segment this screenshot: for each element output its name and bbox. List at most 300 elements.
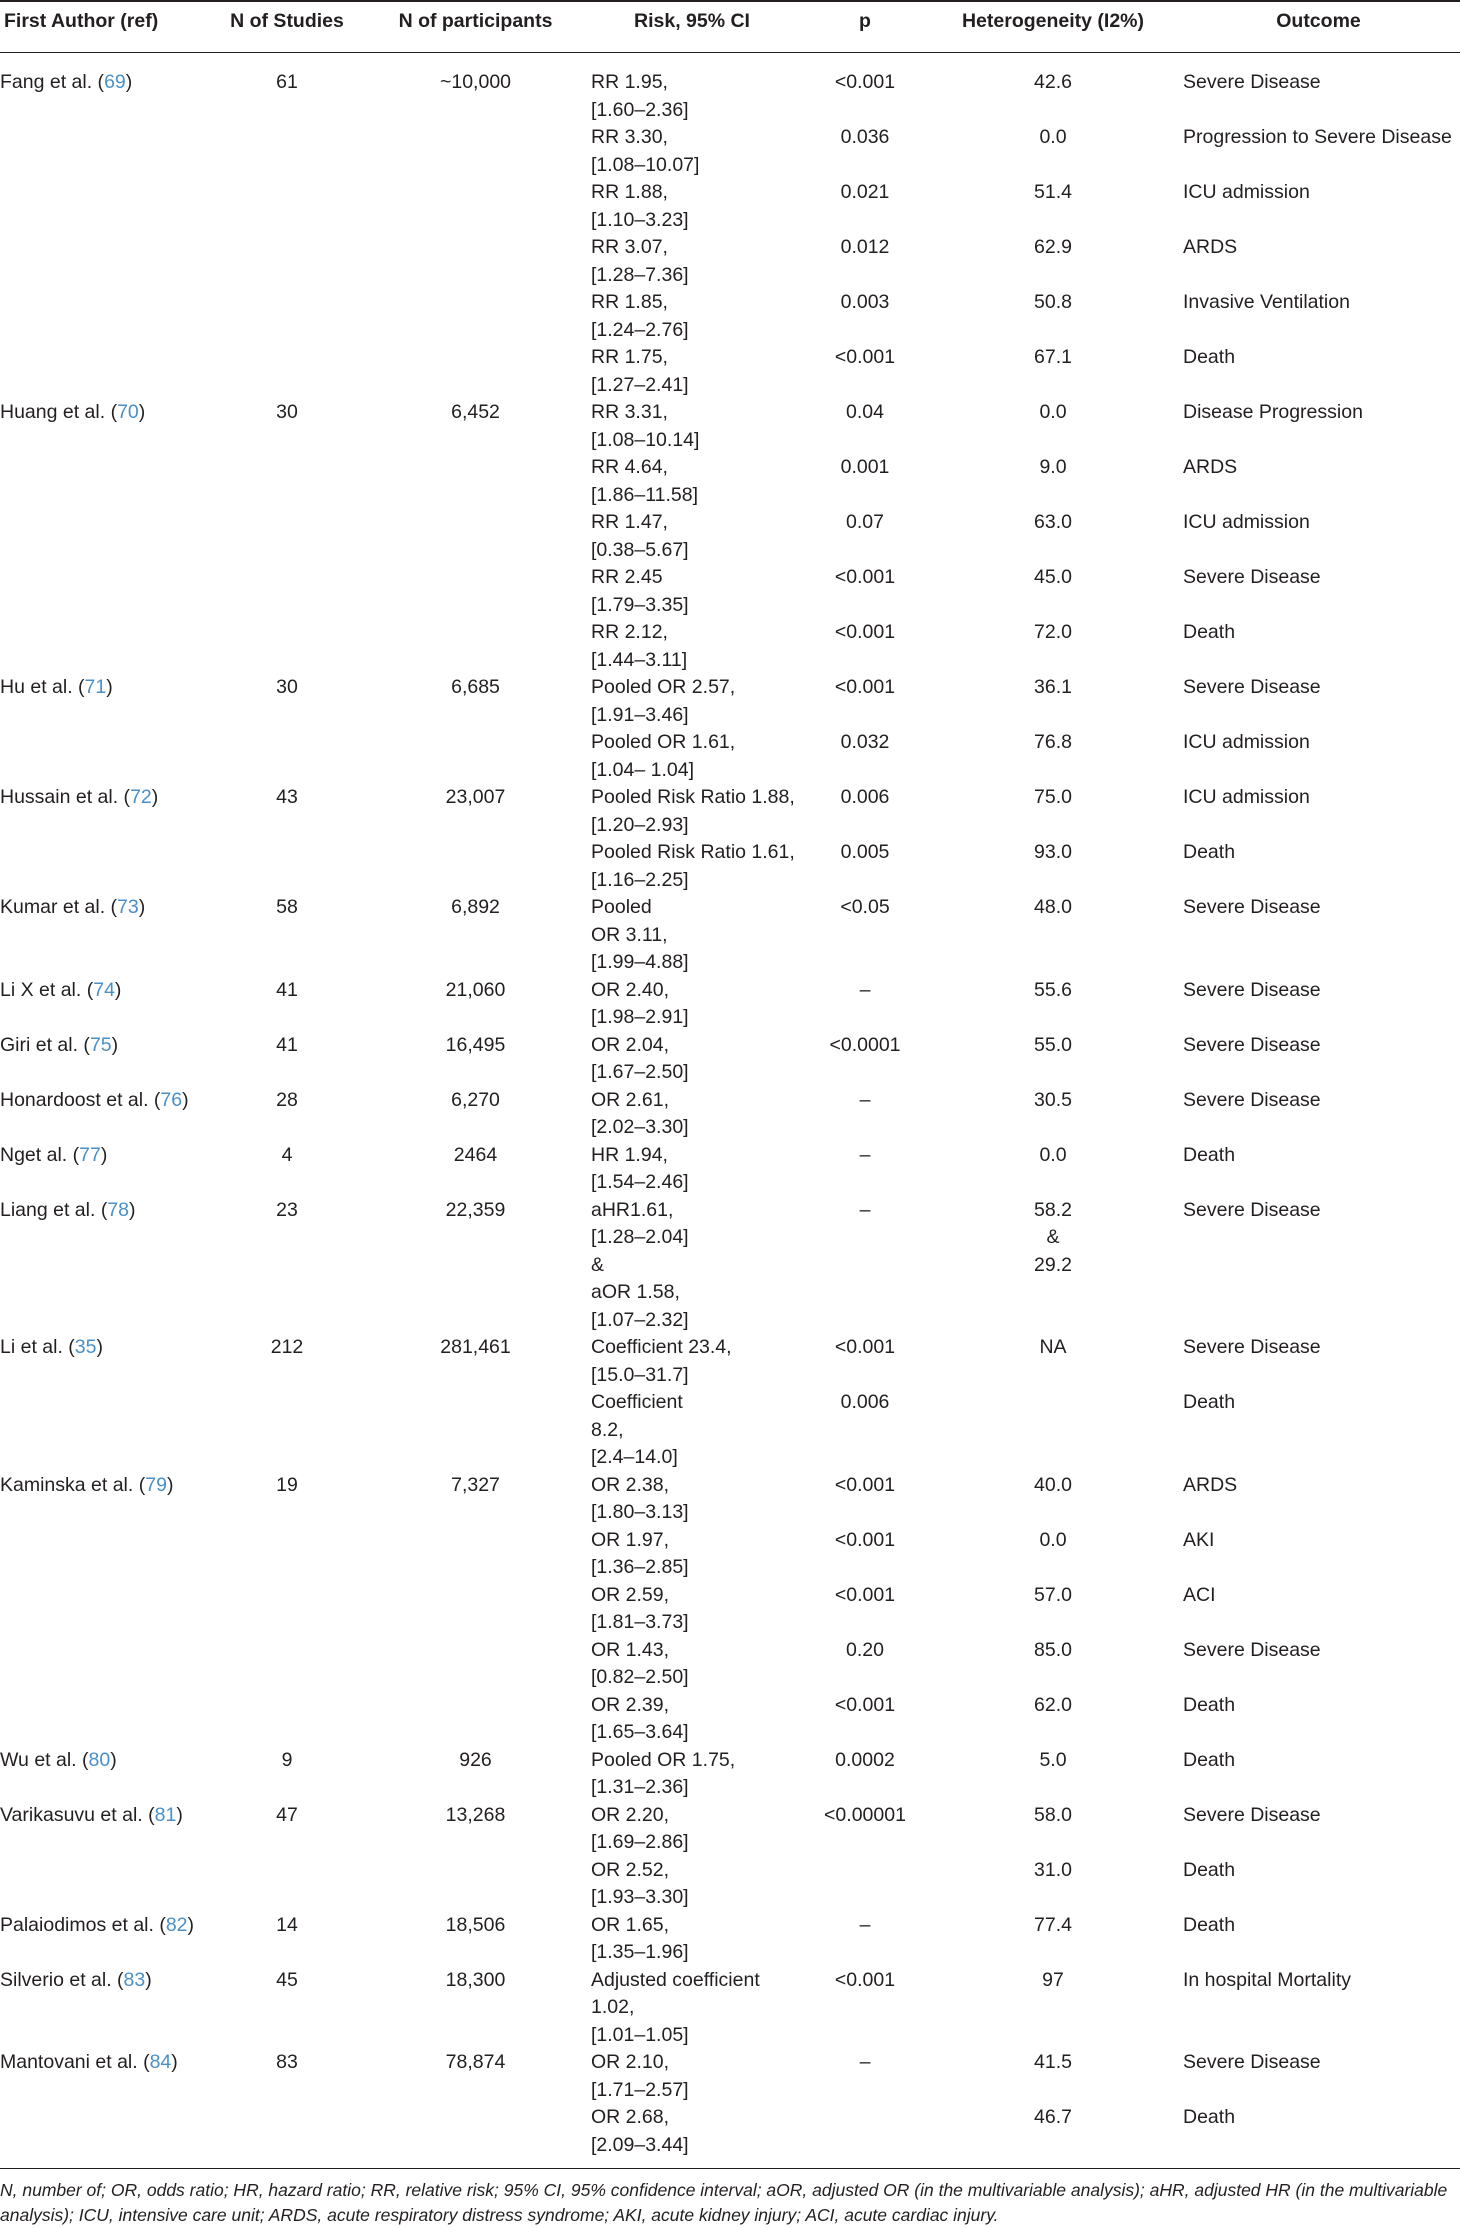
closing-paren: ): [129, 1198, 136, 1221]
cell-outcome: Death: [1183, 841, 1236, 863]
cell-outcome: Death: [1183, 1143, 1236, 1166]
risk-line: [1.31–2.36]: [591, 1776, 689, 1798]
cell-outcome: ICU admission: [1183, 181, 1310, 203]
cell-outcome: Death: [1183, 1748, 1236, 1771]
risk-line: [1.20–2.93]: [591, 813, 689, 836]
cell-risk-ci: [583, 1527, 801, 1582]
risk-line: [1.28–7.36]: [591, 263, 689, 286]
heterogeneity-line: 41.5: [1034, 2051, 1072, 2073]
header-n-studies: N of Studies: [206, 1, 368, 53]
cell-heterogeneity: [929, 1967, 1177, 2050]
cell-risk-ci: [583, 839, 801, 894]
reference-link[interactable]: 80: [88, 1748, 111, 1771]
cell-n-studies: [206, 454, 368, 509]
author-name: Wu et al. (: [0, 1748, 89, 1771]
cell-risk-ci: [583, 619, 801, 674]
cell-heterogeneity: [929, 1389, 1177, 1472]
cell-first-author: [0, 234, 206, 289]
risk-line: [1.65–3.64]: [591, 1721, 689, 1743]
cell-p-value: <0.00001: [824, 1803, 906, 1826]
cell-p-value: <0.001: [834, 1968, 896, 1991]
table-row: [0, 124, 1460, 179]
author-name: Fang et al. (: [0, 71, 105, 93]
author-name: Hu et al. (: [0, 676, 85, 698]
cell-first-author: [0, 784, 206, 839]
heterogeneity-line: 46.7: [1034, 2106, 1072, 2128]
cell-outcome: ARDS: [1183, 1473, 1238, 1496]
cell-risk-ci: [583, 179, 801, 234]
heterogeneity-line: 9.0: [1039, 456, 1067, 478]
cell-n-studies: [206, 179, 368, 234]
cell-first-author: [0, 1692, 206, 1747]
cell-risk-ci: [583, 454, 801, 509]
risk-line: [1.16–2.25]: [591, 868, 689, 891]
reference-link[interactable]: 84: [149, 2051, 172, 2073]
table-row: [0, 729, 1460, 784]
risk-line: RR 2.45: [591, 566, 663, 588]
reference-link[interactable]: 74: [93, 978, 115, 1001]
cell-p-value: <0.001: [834, 1336, 896, 1358]
cell-outcome: Severe Disease: [1183, 71, 1321, 93]
table-row: [0, 53, 1460, 125]
cell-outcome: Severe Disease: [1183, 676, 1321, 698]
cell-p-value: <0.001: [834, 676, 896, 698]
cell-p-value: 0.005: [840, 841, 890, 863]
cell-risk-ci: [583, 1087, 801, 1142]
cell-risk-ci: [583, 124, 801, 179]
reference-link[interactable]: 77: [79, 1143, 101, 1166]
risk-line: [1.10–3.23]: [591, 208, 689, 231]
cell-outcome: ARDS: [1183, 456, 1238, 478]
risk-line: [1.67–2.50]: [591, 1061, 689, 1083]
author-name: Nget al. (: [0, 1143, 80, 1166]
cell-n-studies: 28: [276, 1088, 298, 1111]
cell-heterogeneity: [929, 1692, 1177, 1747]
risk-line: [1.54–2.46]: [591, 1171, 689, 1193]
cell-risk-ci: [583, 1802, 801, 1857]
cell-first-author: [0, 1527, 206, 1582]
cell-p-value: <0.001: [834, 1528, 896, 1551]
cell-heterogeneity: [929, 784, 1177, 839]
cell-outcome: Death: [1183, 346, 1236, 368]
cell-risk-ci: [583, 674, 801, 729]
risk-line: Pooled Risk Ratio 1.61,: [591, 841, 795, 863]
risk-line: [1.24–2.76]: [591, 318, 689, 341]
cell-p-value: 0.032: [840, 731, 890, 753]
cell-first-author: [0, 1967, 206, 2050]
risk-line: [1.80–3.13]: [591, 1501, 689, 1523]
cell-heterogeneity: [929, 234, 1177, 289]
heterogeneity-line: 62.0: [1034, 1693, 1072, 1716]
cell-first-author: [0, 1582, 206, 1637]
closing-paren: ): [187, 1913, 195, 1936]
cell-risk-ci: [583, 2049, 801, 2104]
cell-n-participants: [368, 124, 583, 179]
cell-outcome: Progression to Severe Disease: [1183, 126, 1452, 148]
risk-line: [1.60–2.36]: [591, 98, 689, 121]
cell-risk-ci: [583, 1967, 801, 2050]
cell-n-participants: [368, 344, 583, 399]
cell-risk-ci: [583, 977, 801, 1032]
cell-heterogeneity: [929, 1857, 1177, 1912]
cell-n-studies: 41: [276, 978, 298, 1001]
reference-link[interactable]: 75: [89, 1033, 112, 1056]
table-row: [0, 179, 1460, 234]
risk-line: RR 1.85,: [591, 291, 668, 313]
cell-heterogeneity: [929, 729, 1177, 784]
cell-n-participants: 6,892: [451, 896, 500, 918]
heterogeneity-line: 58.2: [1034, 1198, 1072, 1221]
reference-link[interactable]: 73: [117, 896, 139, 918]
cell-risk-ci: [583, 1692, 801, 1747]
cell-n-studies: 4: [281, 1143, 293, 1166]
table-row: [0, 564, 1460, 619]
cell-n-participants: [368, 729, 583, 784]
heterogeneity-line: 93.0: [1034, 841, 1072, 863]
reference-link[interactable]: 82: [165, 1913, 188, 1936]
cell-n-studies: [206, 1637, 368, 1692]
heterogeneity-line: 55.0: [1034, 1033, 1072, 1056]
cell-risk-ci: [583, 1334, 801, 1389]
cell-risk-ci: [583, 1747, 801, 1802]
cell-outcome: ACI: [1183, 1583, 1216, 1606]
cell-p-value: 0.07: [846, 511, 884, 533]
cell-risk-ci: [583, 729, 801, 784]
cell-heterogeneity: [929, 454, 1177, 509]
risk-line: [0.38–5.67]: [591, 538, 689, 561]
risk-line: OR 1.97,: [591, 1528, 670, 1551]
cell-n-studies: 19: [276, 1473, 298, 1496]
cell-n-studies: [206, 2104, 368, 2168]
cell-p-value: <0.0001: [829, 1033, 901, 1056]
risk-line: [15.0–31.7]: [591, 1363, 689, 1386]
heterogeneity-line: 72.0: [1034, 621, 1072, 643]
risk-line: aHR1.61,: [591, 1198, 674, 1221]
cell-outcome: Severe Disease: [1183, 1088, 1321, 1111]
risk-line: [1.01–1.05]: [591, 2023, 689, 2046]
risk-line: RR 3.30,: [591, 126, 668, 148]
heterogeneity-line: 42.6: [1034, 71, 1072, 93]
cell-heterogeneity: [929, 1802, 1177, 1857]
author-name: Li et al. (: [0, 1336, 75, 1358]
table-row: [0, 1334, 1460, 1389]
reference-link[interactable]: 71: [84, 676, 107, 698]
cell-n-participants: 926: [459, 1748, 492, 1771]
reference-link[interactable]: 72: [130, 786, 152, 808]
risk-line: OR 2.04,: [591, 1033, 670, 1056]
risk-line: [1.08–10.07]: [591, 153, 700, 176]
heterogeneity-line: 45.0: [1034, 566, 1072, 588]
risk-line: Coefficient 23.4,: [591, 1336, 732, 1358]
cell-heterogeneity: [929, 509, 1177, 564]
risk-line: OR 1.65,: [591, 1913, 670, 1936]
cell-n-participants: [368, 1389, 583, 1472]
cell-first-author: [0, 1087, 206, 1142]
risk-line: [1.69–2.86]: [591, 1831, 689, 1853]
header-outcome: Outcome: [1177, 1, 1460, 53]
cell-risk-ci: [583, 1637, 801, 1692]
header-first-author: First Author (ref): [0, 1, 206, 53]
heterogeneity-line: 50.8: [1034, 291, 1072, 313]
cell-n-studies: [206, 344, 368, 399]
cell-n-participants: [368, 564, 583, 619]
closing-paren: ): [151, 786, 159, 808]
table-row: [0, 1637, 1460, 1692]
heterogeneity-line: 40.0: [1034, 1473, 1072, 1496]
author-name: Liang et al. (: [0, 1198, 108, 1221]
cell-n-participants: 6,685: [451, 676, 500, 698]
heterogeneity-line: 62.9: [1034, 236, 1072, 258]
heterogeneity-line: 48.0: [1034, 896, 1072, 918]
reference-link[interactable]: 83: [123, 1968, 146, 1991]
cell-heterogeneity: [929, 894, 1177, 977]
table-row: [0, 2049, 1460, 2104]
cell-p-value: –: [859, 978, 871, 1001]
cell-first-author: [0, 1747, 206, 1802]
author-name: Silverio et al. (: [0, 1968, 124, 1991]
risk-line: OR 3.11,: [591, 923, 668, 946]
cell-n-participants: 78,874: [445, 2051, 506, 2073]
cell-outcome: Severe Disease: [1183, 1033, 1321, 1056]
heterogeneity-line: 55.6: [1034, 978, 1072, 1001]
cell-n-studies: [206, 1857, 368, 1912]
cell-heterogeneity: [929, 1472, 1177, 1527]
cell-n-participants: [368, 454, 583, 509]
cell-n-participants: [368, 1582, 583, 1637]
cell-first-author: [0, 1802, 206, 1857]
cell-n-studies: 30: [276, 676, 298, 698]
cell-risk-ci: [583, 1389, 801, 1472]
cell-n-studies: [206, 1582, 368, 1637]
cell-outcome: Severe Disease: [1183, 2051, 1321, 2073]
cell-first-author: [0, 1472, 206, 1527]
closing-paren: ): [182, 1088, 189, 1111]
cell-n-studies: 61: [276, 71, 298, 93]
cell-n-participants: [368, 234, 583, 289]
closing-paren: ): [138, 896, 146, 918]
heterogeneity-line: 77.4: [1034, 1913, 1072, 1936]
heterogeneity-line: 0.0: [1039, 401, 1067, 423]
reference-link[interactable]: 76: [160, 1088, 183, 1111]
cell-p-value: 0.006: [840, 786, 890, 808]
cell-first-author: [0, 1142, 206, 1197]
cell-outcome: ARDS: [1183, 236, 1238, 258]
cell-n-studies: 14: [276, 1913, 298, 1936]
risk-line: OR 2.10,: [591, 2051, 670, 2073]
cell-heterogeneity: [929, 2104, 1177, 2168]
heterogeneity-line: 75.0: [1034, 786, 1072, 808]
cell-p-value: [801, 2104, 929, 2168]
risk-line: OR 2.61,: [591, 1088, 670, 1111]
cell-risk-ci: [583, 234, 801, 289]
cell-risk-ci: [583, 399, 801, 454]
cell-first-author: [0, 454, 206, 509]
author-name: Honardoost et al. (: [0, 1088, 161, 1111]
reference-link[interactable]: 81: [154, 1803, 177, 1826]
risk-line: Pooled Risk Ratio 1.88,: [591, 786, 795, 808]
cell-heterogeneity: [929, 2049, 1177, 2104]
cell-heterogeneity: [929, 674, 1177, 729]
cell-first-author: [0, 289, 206, 344]
cell-risk-ci: [583, 53, 801, 125]
cell-heterogeneity: [929, 53, 1177, 125]
reference-link[interactable]: 79: [145, 1473, 167, 1496]
author-name: Huang et al. (: [0, 401, 118, 423]
risk-line: 8.2,: [591, 1418, 624, 1441]
table-header-row: [0, 1, 1460, 53]
closing-paren: ): [166, 1473, 174, 1496]
reference-link[interactable]: 70: [117, 401, 139, 423]
closing-paren: ): [145, 1968, 152, 1991]
table-row: [0, 784, 1460, 839]
closing-paren: ): [138, 401, 146, 423]
cell-p-value: <0.001: [834, 1583, 896, 1606]
risk-line: RR 3.31,: [591, 401, 668, 423]
risk-line: [1.81–3.73]: [591, 1611, 689, 1633]
cell-n-participants: 18,506: [445, 1913, 506, 1936]
table-row: [0, 509, 1460, 564]
risk-line: Pooled: [591, 896, 652, 918]
cell-n-participants: [368, 839, 583, 894]
cell-n-studies: [206, 839, 368, 894]
cell-n-studies: 83: [276, 2051, 298, 2073]
risk-line: OR 2.40,: [591, 978, 670, 1001]
risk-line: OR 2.20,: [591, 1803, 670, 1826]
cell-p-value: –: [859, 1088, 871, 1111]
cell-outcome: Severe Disease: [1183, 1803, 1321, 1826]
cell-first-author: [0, 894, 206, 977]
cell-n-studies: [206, 1527, 368, 1582]
cell-outcome: Severe Disease: [1183, 978, 1321, 1001]
table-row: [0, 1142, 1460, 1197]
risk-line: [1.93–3.30]: [591, 1886, 689, 1908]
cell-risk-ci: [583, 1197, 801, 1335]
heterogeneity-line: 31.0: [1034, 1858, 1072, 1881]
closing-paren: ): [96, 1336, 103, 1358]
cell-n-participants: [368, 509, 583, 564]
risk-line: [1.07–2.32]: [591, 1308, 689, 1331]
cell-n-participants: [368, 1637, 583, 1692]
risk-line: [1.91–3.46]: [591, 703, 689, 726]
cell-p-value: 0.003: [840, 291, 890, 313]
cell-risk-ci: [583, 1472, 801, 1527]
risk-line: HR 1.94,: [591, 1143, 668, 1166]
table-body: [0, 53, 1460, 2169]
table-row: [0, 2104, 1460, 2168]
risk-line: RR 1.75,: [591, 346, 668, 368]
reference-link[interactable]: 78: [107, 1198, 130, 1221]
cell-n-participants: 18,300: [445, 1968, 506, 1991]
heterogeneity-line: 0.0: [1039, 126, 1067, 148]
table-row: [0, 1389, 1460, 1472]
author-name: Kumar et al. (: [0, 896, 118, 918]
reference-link[interactable]: 69: [104, 71, 126, 93]
closing-paren: ): [106, 676, 113, 698]
cell-heterogeneity: [929, 839, 1177, 894]
cell-risk-ci: [583, 1032, 801, 1087]
author-name: Hussain et al. (: [0, 786, 131, 808]
author-name: Palaiodimos et al. (: [0, 1913, 166, 1936]
cell-heterogeneity: [929, 1197, 1177, 1335]
cell-outcome: Death: [1183, 621, 1236, 643]
table-row: [0, 344, 1460, 399]
cell-heterogeneity: [929, 977, 1177, 1032]
cell-n-studies: [206, 1692, 368, 1747]
author-name: Mantovani et al. (: [0, 2051, 150, 2073]
cell-n-studies: [206, 509, 368, 564]
risk-line: RR 1.95,: [591, 71, 668, 93]
cell-p-value: –: [859, 1913, 871, 1936]
risk-line: Coefficient: [591, 1391, 683, 1413]
cell-n-participants: ~10,000: [439, 71, 512, 93]
cell-n-participants: [368, 179, 583, 234]
cell-outcome: Death: [1183, 1913, 1236, 1936]
cell-n-studies: [206, 619, 368, 674]
risk-line: [1.04– 1.04]: [591, 758, 695, 781]
reference-link[interactable]: 35: [74, 1336, 97, 1358]
heterogeneity-line: 29.2: [1034, 1253, 1072, 1276]
table-row: [0, 1802, 1460, 1857]
closing-paren: ): [114, 978, 122, 1001]
risk-line: RR 2.12,: [591, 621, 668, 643]
cell-first-author: [0, 509, 206, 564]
heterogeneity-line: 36.1: [1034, 676, 1072, 698]
cell-n-participants: 13,268: [445, 1803, 506, 1826]
cell-outcome: Death: [1183, 1693, 1236, 1716]
cell-n-studies: 9: [281, 1748, 293, 1771]
cell-p-value: 0.006: [840, 1391, 890, 1413]
risk-line: OR 2.59,: [591, 1583, 670, 1606]
risk-line: &: [591, 1253, 605, 1276]
heterogeneity-line: 0.0: [1039, 1143, 1067, 1166]
table-row: [0, 619, 1460, 674]
cell-p-value: <0.001: [834, 1473, 896, 1496]
heterogeneity-line: 51.4: [1034, 181, 1072, 203]
risk-line: RR 1.47,: [591, 511, 668, 533]
cell-n-studies: 23: [276, 1198, 298, 1221]
risk-line: [1.98–2.91]: [591, 1006, 689, 1028]
closing-paren: ): [171, 2051, 178, 2073]
table-row: [0, 399, 1460, 454]
table-row: [0, 1692, 1460, 1747]
risk-line: OR 2.52,: [591, 1858, 670, 1881]
cell-risk-ci: [583, 1857, 801, 1912]
cell-n-studies: 45: [276, 1968, 298, 1991]
cell-first-author: [0, 619, 206, 674]
cell-risk-ci: [583, 344, 801, 399]
cell-outcome: Death: [1183, 1858, 1236, 1881]
heterogeneity-line: 67.1: [1034, 346, 1072, 368]
table-row: [0, 1582, 1460, 1637]
cell-first-author: [0, 1197, 206, 1335]
risk-line: [1.99–4.88]: [591, 951, 689, 973]
cell-p-value: 0.04: [846, 401, 884, 423]
header-risk-ci: Risk, 95% CI: [583, 1, 801, 53]
cell-outcome: AKI: [1183, 1528, 1215, 1551]
risk-line: Pooled OR 1.61,: [591, 731, 736, 753]
risk-line: [1.28–2.04]: [591, 1226, 689, 1248]
cell-n-studies: [206, 124, 368, 179]
table-row: [0, 289, 1460, 344]
cell-heterogeneity: [929, 124, 1177, 179]
risk-line: [1.35–1.96]: [591, 1941, 689, 1963]
author-name: Giri et al. (: [0, 1033, 90, 1056]
cell-n-participants: 6,270: [451, 1088, 500, 1111]
risk-line: OR 2.39,: [591, 1693, 670, 1716]
heterogeneity-line: 58.0: [1034, 1803, 1072, 1826]
cell-n-participants: [368, 1527, 583, 1582]
cell-heterogeneity: [929, 1142, 1177, 1197]
